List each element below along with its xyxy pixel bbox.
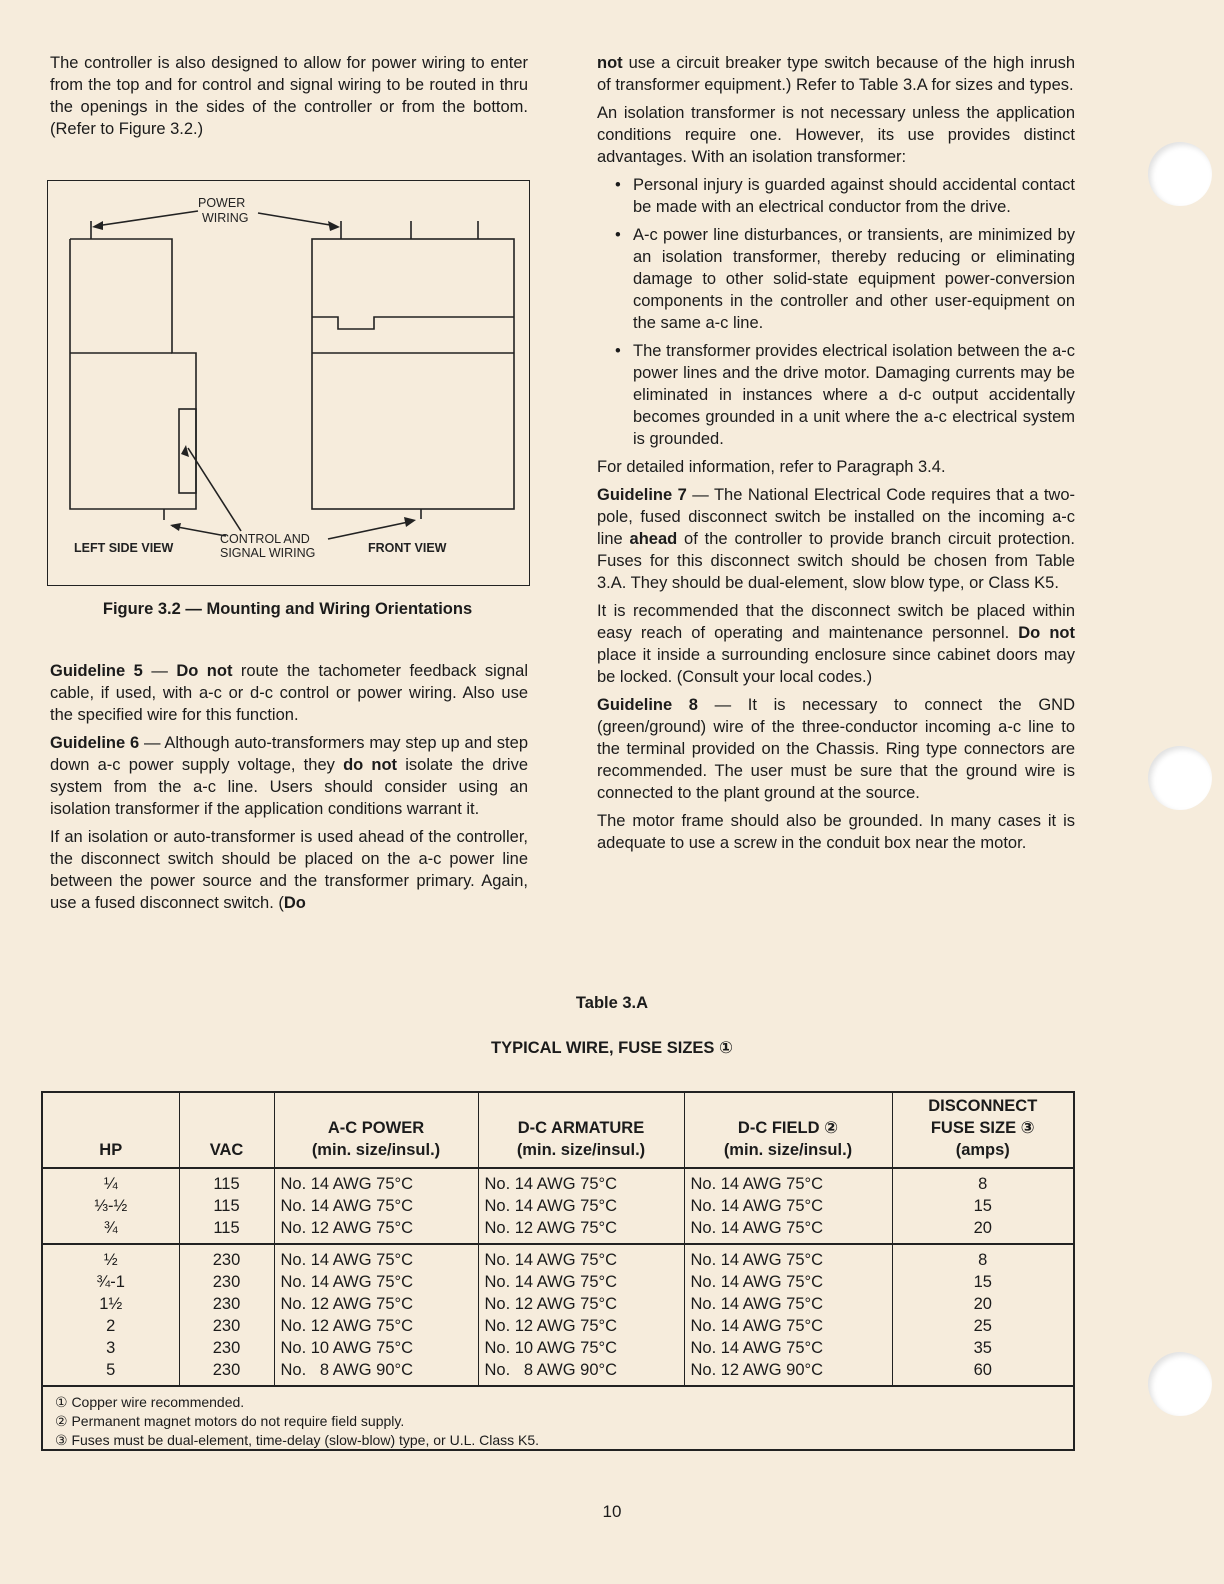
power-wiring-label: POWER (198, 196, 246, 210)
table-footnotes (43, 1387, 1073, 1450)
list-item: • A-c power line disturbances, or transients, are minimized by an isolation transformer, thereby reducing or eliminating damage to other solid-state equipment power-conversion components in the controller and other user-equipment on the same a-c line. (633, 224, 1075, 334)
binder-hole (1148, 142, 1212, 206)
left-side-view-label: LEFT SIDE VIEW (74, 541, 174, 555)
vac-cell: 115 115 115 (179, 1168, 274, 1244)
ac-power-cell: No. 14 AWG 75°C No. 14 AWG 75°C No. 12 AWG 75°C (274, 1168, 478, 1244)
footnote-2: ② Permanent magnet motors do not require field supply. (55, 1413, 405, 1429)
header-hp: HP (43, 1093, 179, 1168)
hp-cell: ¼ ⅓-½ ¾ (43, 1168, 179, 1244)
intro-paragraph: The controller is also designed to allow for power wiring to enter from the top and for control and signal wiring to be routed in thru the openings in the sides of the controller or from the bottom. (Refer to Figure 3.2.) (50, 54, 528, 138)
guideline-6: Guideline 6 — Although auto-transformers may step up and step down a-c power supply voltage, they do not isolate the drive system from the a-c line. Users should consider using an isolation transformer if the application conditions warrant it. (50, 734, 528, 818)
table-title: TYPICAL WIRE, FUSE SIZES ① (491, 1039, 733, 1057)
vac-cell: 230 230 230 230 230 230 (179, 1244, 274, 1386)
motor-frame-paragraph: The motor frame should also be grounded. In many cases it is adequate to use a screw in the conduit box near the motor. (597, 812, 1075, 852)
detailed-info: For detailed information, refer to Paragraph 3.4. (597, 458, 946, 476)
dc-field-cell: No. 14 AWG 75°C No. 14 AWG 75°C No. 14 AWG 75°C (684, 1168, 892, 1244)
recommended-paragraph: It is recommended that the disconnect switch be placed within easy reach of operating and maintenance personnel. Do not place it inside a surrounding enclosure since cabinet doors may be locked. (Consult your local codes.) (597, 602, 1075, 686)
mounting-wiring-diagram (48, 181, 529, 585)
header-ac-power: A-C POWER (min. size/insul.) (274, 1093, 478, 1168)
guideline-5: Guideline 5 — Do not route the tachometer feedback signal cable, if used, with a-c or d-c control or power wiring. Also use the specified wire for this function. (50, 662, 529, 724)
list-item: • Personal injury is guarded against should accidental contact be made with an electrical conductor from the drive. (633, 174, 1075, 218)
advantages-list (597, 174, 1075, 450)
control-wiring-label: CONTROL AND (220, 532, 310, 546)
front-view-outline (312, 239, 514, 509)
header-vac: VAC (179, 1093, 274, 1168)
left-column (50, 52, 528, 146)
power-wiring-label-2: WIRING (202, 211, 249, 225)
header-dc-armature: D-C ARMATURE (min. size/insul.) (478, 1093, 684, 1168)
header-fuse-size: DISCONNECT FUSE SIZE ③ (amps) (892, 1093, 1073, 1168)
dc-field-cell: No. 14 AWG 75°C No. 14 AWG 75°C No. 14 AWG 75°C No. 14 AWG 75°C No. 14 AWG 75°C No. 12 AWG 90°C (684, 1244, 892, 1386)
table-row (43, 1168, 1073, 1244)
guideline-7: Guideline 7 — The National Electrical Code requires that a two-pole, fused disconnect switch be installed on the incoming a-c line ahead of the controller to provide branch circuit protection. Fuses for this disconnect switch should be chosen from Table 3.A. They should be dual-element, slow blow type, or Class K5. (597, 486, 1076, 592)
figure-3-2 (47, 180, 530, 586)
fuse-cell: 8 15 20 25 35 60 (892, 1244, 1073, 1386)
control-wiring-label-2: SIGNAL WIRING (220, 546, 316, 560)
table-header-row (43, 1093, 1073, 1168)
footnote-1: ① Copper wire recommended. (55, 1394, 245, 1410)
isolation-not-necessary: An isolation transformer is not necessary unless the application conditions require one. However, its use provides distinct advantages. With an isolation transformer: (597, 104, 1075, 166)
figure-caption: Figure 3.2 — Mounting and Wiring Orientations (102, 600, 473, 618)
wire-fuse-table (41, 1091, 1075, 1451)
hp-cell: ½ ¾-1 1½ 2 3 5 (43, 1244, 179, 1386)
table-row (43, 1244, 1073, 1386)
footnote-3: ③ Fuses must be dual-element, time-delay (slow-blow) type, or U.L. Class K5. (55, 1432, 540, 1448)
guideline-8: Guideline 8 — It is necessary to connect the GND (green/ground) wire of the three-conductor incoming a-c line to the terminal provided on the Chassis. Ring type connectors are recommended. The user must be sure that the ground wire is connected to the plant ground at the source. (597, 696, 1076, 802)
right-column (597, 52, 1075, 860)
isolation-paragraph: If an isolation or auto-transformer is used ahead of the controller, the disconnect switch should be placed on the a-c power line between the power source and the transformer primary. Again, use a fused disconnect switch. (Do (50, 828, 528, 912)
front-view-label: FRONT VIEW (368, 541, 447, 555)
fuse-cell: 8 15 20 (892, 1168, 1073, 1244)
page-number: 10 (602, 1502, 622, 1521)
left-side-view-outline (70, 239, 196, 509)
table-number: Table 3.A (575, 994, 649, 1012)
binder-hole (1148, 746, 1212, 810)
binder-hole (1148, 1352, 1212, 1416)
ac-power-cell: No. 14 AWG 75°C No. 14 AWG 75°C No. 12 AWG 75°C No. 12 AWG 75°C No. 10 AWG 75°C No. 8 AWG 90°C (274, 1244, 478, 1386)
header-dc-field: D-C FIELD ② (min. size/insul.) (684, 1093, 892, 1168)
dc-armature-cell: No. 14 AWG 75°C No. 14 AWG 75°C No. 12 AWG 75°C (478, 1168, 684, 1244)
dc-armature-cell: No. 14 AWG 75°C No. 14 AWG 75°C No. 12 AWG 75°C No. 12 AWG 75°C No. 10 AWG 75°C No. 8 AWG 90°C (478, 1244, 684, 1386)
continuation-paragraph: not use a circuit breaker type switch because of the high inrush of transformer equipment.) Refer to Table 3.A for sizes and types. (597, 54, 1075, 94)
left-column-lower (50, 660, 528, 920)
list-item: • The transformer provides electrical isolation between the a-c power lines and the drive motor. Damaging currents may be eliminated in instances where a d-c output accidentally becomes grounded in a unit where the a-c electrical system is grounded. (633, 340, 1075, 450)
